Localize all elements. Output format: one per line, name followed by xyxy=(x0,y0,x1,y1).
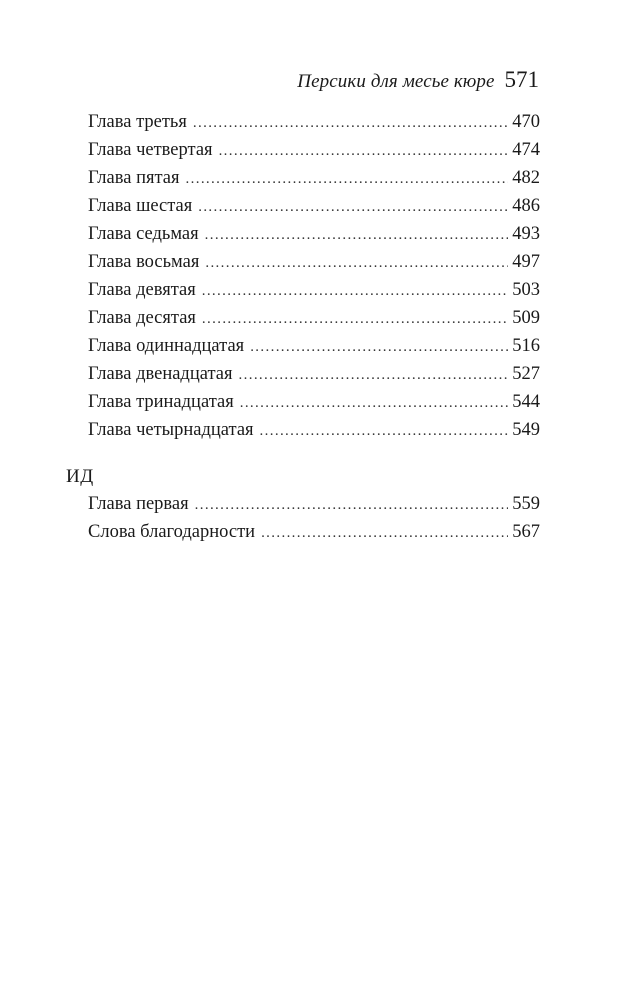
toc-entry-label: Глава двенадцатая xyxy=(88,364,233,384)
toc-entry xyxy=(88,308,540,336)
toc-leader-dots xyxy=(240,395,509,412)
toc-entry xyxy=(88,112,540,140)
toc-entry-label: Глава четырнадцатая xyxy=(88,420,254,440)
toc-leader-dots xyxy=(239,367,509,384)
toc-leader-dots xyxy=(195,497,509,514)
toc-entry-page: 486 xyxy=(512,196,540,216)
toc-entry-page: 527 xyxy=(512,364,540,384)
toc-entry-page: 516 xyxy=(512,336,540,356)
toc-entry-label: Глава десятая xyxy=(88,308,196,328)
toc-entry-label: Слова благодарности xyxy=(88,522,256,542)
toc-entry-page: 567 xyxy=(512,522,540,542)
toc-entry-page: 493 xyxy=(512,224,540,244)
toc-part-list xyxy=(88,494,540,550)
toc-leader-dots xyxy=(186,171,509,188)
toc-leader-dots xyxy=(250,339,508,356)
toc-leader-dots xyxy=(198,199,508,216)
toc-entry-label: Глава пятая xyxy=(88,168,180,188)
toc-part-title: ИД xyxy=(66,466,94,487)
toc-leader-dots xyxy=(202,283,509,300)
toc-entry xyxy=(88,280,540,308)
toc-entry xyxy=(88,420,540,448)
toc-entry-label: Глава одиннадцатая xyxy=(88,336,245,356)
running-title: Персики для месье кюре xyxy=(297,71,495,92)
toc-entry xyxy=(88,252,540,280)
toc-entry xyxy=(88,196,540,224)
toc-entry xyxy=(88,392,540,420)
toc-leader-dots xyxy=(193,115,508,132)
page-number: 571 xyxy=(504,67,539,92)
toc-leader-dots xyxy=(260,423,509,440)
toc-entry xyxy=(88,168,540,196)
toc-entry xyxy=(88,522,540,550)
toc-entry-page: 559 xyxy=(512,494,540,514)
toc-entry-page: 497 xyxy=(512,252,540,272)
toc-list xyxy=(88,112,540,448)
toc-entry-label: Глава третья xyxy=(88,112,187,132)
toc-entry-label: Глава первая xyxy=(88,494,189,514)
toc-entry xyxy=(88,224,540,252)
toc-leader-dots xyxy=(261,525,508,542)
toc-entry xyxy=(88,140,540,168)
toc-entry xyxy=(88,336,540,364)
toc-entry-page: 503 xyxy=(512,280,540,300)
toc-entry-page: 549 xyxy=(512,420,540,440)
toc-entry-page: 509 xyxy=(512,308,540,328)
toc-leader-dots xyxy=(219,143,509,160)
toc-entry-label: Глава девятая xyxy=(88,280,196,300)
toc-entry-page: 482 xyxy=(512,168,540,188)
toc-entry-page: 474 xyxy=(512,140,540,160)
toc-entry xyxy=(88,364,540,392)
toc-entry-label: Глава шестая xyxy=(88,196,193,216)
toc-leader-dots xyxy=(202,311,508,328)
toc-entry-label: Глава седьмая xyxy=(88,224,199,244)
toc-entry-page: 544 xyxy=(512,392,540,412)
toc-entry-label: Глава четвертая xyxy=(88,140,213,160)
toc-entry-page: 470 xyxy=(512,112,540,132)
toc-entry-label: Глава тринадцатая xyxy=(88,392,234,412)
toc-leader-dots xyxy=(205,255,508,272)
toc-entry xyxy=(88,494,540,522)
toc-leader-dots xyxy=(205,227,509,244)
toc-entry-label: Глава восьмая xyxy=(88,252,200,272)
running-header xyxy=(297,67,539,93)
